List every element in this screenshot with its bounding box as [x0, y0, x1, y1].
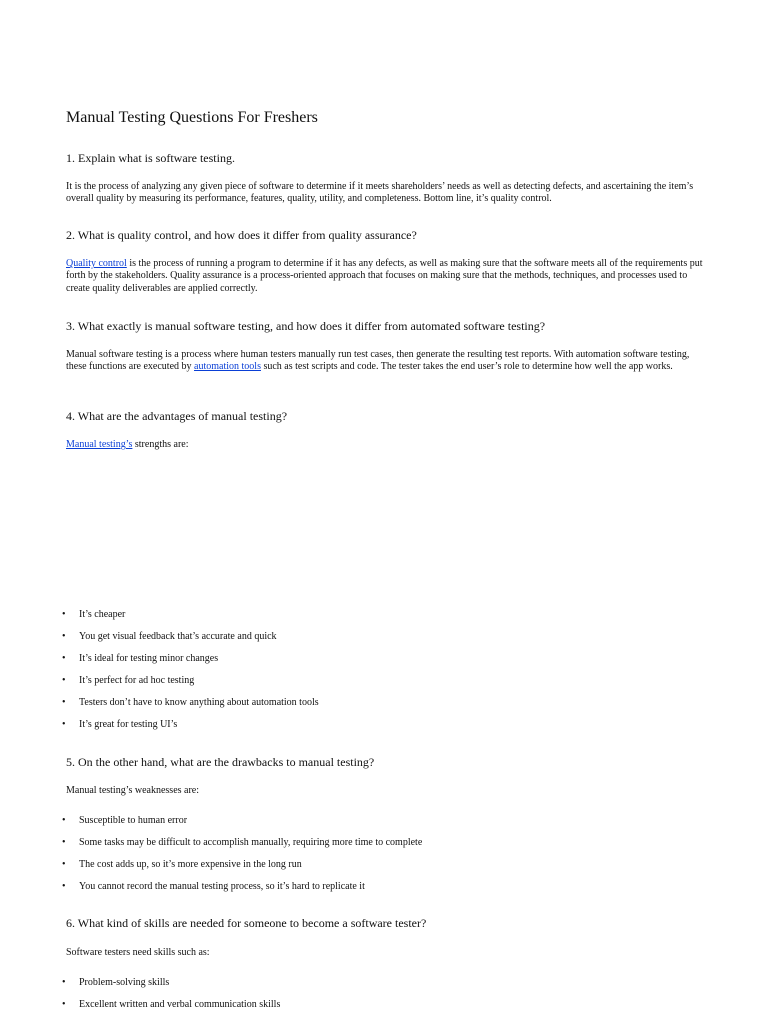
- question-2-heading: 2. What is quality control, and how does it differ from quality assurance?: [66, 228, 417, 242]
- manual-testing-link[interactable]: Manual testing’s: [66, 439, 133, 450]
- question-1-heading: 1. Explain what is software testing.: [66, 151, 235, 165]
- question-4-intro: [66, 439, 706, 451]
- bullet-icon: •: [62, 609, 66, 620]
- list-item: • Susceptible to human error: [62, 815, 188, 826]
- skills-list: [62, 976, 706, 1020]
- list-item: • The cost adds up, so it’s more expensive in the long run: [62, 859, 302, 870]
- bullet-icon: •: [62, 675, 66, 686]
- bullet-icon: •: [62, 881, 66, 892]
- question-2-answer: [66, 258, 706, 295]
- question-4-intro-text: strengths are:: [132, 439, 189, 450]
- question-3-answer-text-end: such as test scripts and code. The tester takes the end user’s role to determine how well the app works.: [260, 361, 673, 373]
- bullet-icon: •: [62, 837, 66, 848]
- list-item: • It’s perfect for ad hoc testing: [62, 675, 195, 686]
- advantages-list: [62, 608, 706, 740]
- question-1-answer: It is the process of analyzing any given piece of software to determine if it meets shareholders’ needs as well as detecting defects, and ascertaining the item’s overall quality by measuring its performance, features, quality, utility, and completeness. Bottom line, it’s quality control.: [66, 181, 694, 205]
- bullet-icon: •: [62, 697, 66, 708]
- question-2-answer-text: is the process of running a program to determine if it has any defects, as well as making sure that the software meets all of the requirements put forth by the stakeholders. Quality assurance is a process-oriented approach that focuses on making sure that the methods, techniques, and processes used to create quality deliverables are applied correctly.: [66, 258, 703, 294]
- question-6-heading: 6. What kind of skills are needed for someone to become a software tester?: [66, 916, 427, 930]
- page-title: Manual Testing Questions For Freshers: [66, 109, 318, 126]
- list-item: • Problem-solving skills: [62, 977, 170, 988]
- list-item: • Some tasks may be difficult to accomplish manually, requiring more time to complete: [62, 837, 423, 848]
- bullet-icon: •: [62, 859, 66, 870]
- bullet-icon: •: [62, 719, 66, 730]
- question-5-heading: 5. On the other hand, what are the drawbacks to manual testing?: [66, 755, 375, 769]
- bullet-icon: •: [62, 999, 66, 1010]
- list-item: • You cannot record the manual testing process, so it’s hard to replicate it: [62, 881, 365, 892]
- question-5-intro: Manual testing’s weaknesses are:: [66, 785, 200, 796]
- list-item: • It’s cheaper: [62, 609, 126, 620]
- question-4-heading: 4. What are the advantages of manual testing?: [66, 409, 288, 423]
- bullet-icon: •: [62, 977, 66, 988]
- question-3-answer: [66, 349, 706, 374]
- question-6-intro: Software testers need skills such as:: [66, 947, 210, 958]
- question-3-heading: 3. What exactly is manual software testing, and how does it differ from automated software testing?: [66, 319, 546, 333]
- list-item: • Excellent written and verbal communication skills: [62, 999, 281, 1010]
- automation-tools-link[interactable]: automation tools: [194, 361, 261, 373]
- list-item: • It’s ideal for testing minor changes: [62, 653, 219, 664]
- question-3-answer-text-start: Manual software testing is a process where human testers manually run test cases, then generate the resulting test reports. With automation software testing, these functions are executed by: [66, 349, 690, 373]
- bullet-icon: •: [62, 631, 66, 642]
- list-item: • Testers don’t have to know anything about automation tools: [62, 697, 319, 708]
- drawbacks-list: [62, 814, 706, 902]
- bullet-icon: •: [62, 815, 66, 826]
- bullet-icon: •: [62, 653, 66, 664]
- list-item: • You get visual feedback that’s accurate and quick: [62, 631, 277, 642]
- quality-control-link[interactable]: Quality control: [66, 258, 127, 269]
- list-item: • It’s great for testing UI’s: [62, 719, 178, 730]
